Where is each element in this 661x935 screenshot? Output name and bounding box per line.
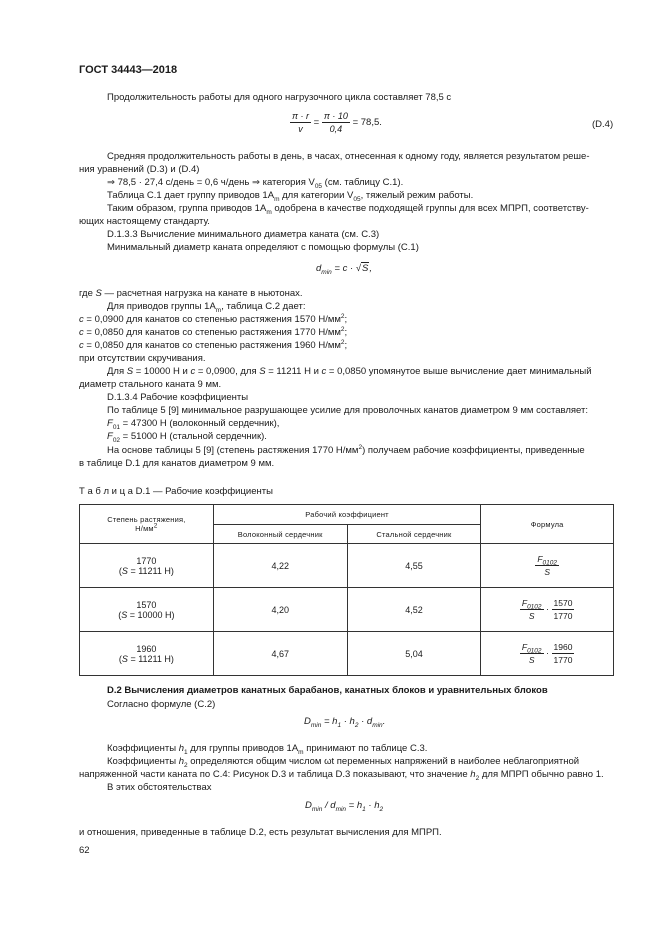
paragraph-working-coefficients: На основе таблицы 5 [9] (степень растяжения 1770 $Н/мм^2$) получаем рабочие коэффициенты, приведенные в таблице D.1 для канатов диаметром 9 мм. <box>79 443 585 469</box>
paragraph-no-twist: при отсутствии скручивания. <box>79 353 206 364</box>
table-row: 1960 (S = 11211 Н) 4,67 5,04 $\frac{F_{0102}}{S}$ · $\frac{1960}{1770}$ <box>80 632 614 676</box>
paragraph-breaking-force: По таблице 5 [9] минимальное разрушающее усилие для проволочных канатов диаметром 9 мм составляет: <box>107 405 588 416</box>
equation-c2: $D_{min} = h_1 \cdot h_2 \cdot d_{min}$. <box>304 716 386 729</box>
paragraph-h1: Коэффициенты $h_1$ для группы приводов $1А_m$ принимают по таблице С.3. <box>107 743 428 756</box>
c-value-line-1: c = 0,0900 для канатов со степенью растяжения 1570 $Н/мм^2$; <box>79 312 348 325</box>
table-header-row <box>80 505 614 525</box>
section-d1-3-3: D.1.3.3 Вычисление минимального диаметра каната (см. С.3) <box>107 229 380 240</box>
paragraph-category: ⇒ 78,5 · 27,4 с/день = 0,6 ч/день ⇒ категория $V_{05}$ (см. таблицу С.1). <box>107 177 404 190</box>
paragraph-cycle-duration: Продолжительность работы для одного нагрузочного цикла составляет 78,5 с <box>107 92 452 103</box>
working-coefficients-table <box>79 504 614 676</box>
section-d1-3-4: D.1.3.4 Рабочие коэффициенты <box>107 392 249 403</box>
section-d2-title: D.2 Вычисления диаметров канатных барабанов, канатных блоков и уравнительных блоков <box>107 685 548 696</box>
c-value-line-3: c = 0,0850 для канатов со степенью растяжения 1960 $Н/мм^2$; <box>79 338 348 351</box>
equation-c1: $d_{min} = c \cdot √S$, <box>316 263 373 276</box>
document-header: ГОСТ 34443—2018 <box>79 64 178 76</box>
table-row: 1770 (S = 11211 Н) 4,22 4,55 $\frac{F_{0102}}{S}$ <box>80 544 614 588</box>
formula-cell: $\frac{F_{0102}}{S}$ <box>481 544 614 588</box>
header-formula: Формула <box>481 505 614 544</box>
formula-cell: $\frac{F_{0102}}{S}$ · $\frac{1960}{1770}$ <box>481 632 614 676</box>
paragraph-circumstances: В этих обстоятельствах <box>107 782 212 793</box>
paragraph-h2: Коэффициенты $h_2$ определяются общим числом ωt переменных напряжений в наиболее неблагоприятной напряженной части каната по С.4: Рисунок D.3 и таблица D.3 показывают, что значение $h_2$ для МПРП обычно равно 1. <box>79 756 604 782</box>
c-value-line-2: c = 0,0850 для канатов со степенью растяжения 1770 $Н/мм^2$; <box>79 325 348 338</box>
table-caption: Т а б л и ц а D.1 — Рабочие коэффициенты <box>79 486 273 497</box>
equation-d4: $\frac{\pi \cdot r}{v}$ = $\frac{\pi \cdot 10}{0,4}$ = 78,5. <box>292 111 382 134</box>
paragraph-table-c1: Таблица С.1 дает группу приводов $1А_m$ для категории $V_{05}$, тяжелый режим работы. <box>107 190 474 203</box>
paragraph-formula-c2: Согласно формуле (С.2) <box>107 699 216 710</box>
paragraph-where-s: где S — расчетная нагрузка на канате в ньютонах. <box>79 288 303 299</box>
header-degree: Степень растяжения, $Н/мм^2$ <box>80 505 214 544</box>
header-steel: Стальной сердечник <box>347 525 481 544</box>
paragraph-conclusion: Таким образом, группа приводов $1А_m$ одобрена в качестве подходящей группы для всех МПРП, соответству- ющих настоящему стандарту. <box>79 203 589 227</box>
paragraph-avg-duration: Средняя продолжительность работы в день, в часах, отнесенная к одному году, является результатом реше- ния уравнений (D.3) и (D.4) <box>79 151 590 175</box>
equation-ratio: $D_{min} / d_{min} = h_1 \cdot h_2$ <box>305 800 384 813</box>
paragraph-drive-group: Для приводов группы $1А_m$, таблица С.2 дает: <box>107 301 306 314</box>
header-fiber: Волоконный сердечник <box>213 525 347 544</box>
formula-cell: $\frac{F_{0102}}{S}$ · $\frac{1570}{1770}$ <box>481 588 614 632</box>
header-working: Рабочий коэффициент <box>213 505 481 525</box>
paragraph-f02: $F_{02} = 51000$ Н (стальной сердечник). <box>107 431 267 444</box>
page-number: 62 <box>79 845 90 856</box>
paragraph-calculation-result: Для S = 10000 Н и c = 0,0900, для S = 11211 Н и c = 0,0850 упомянутое выше вычисление дает минимальный диаметр стального каната 9 мм. <box>79 366 592 390</box>
paragraph-min-diameter: Минимальный диаметр каната определяют с помощью формулы (С.1) <box>107 242 419 253</box>
paragraph-final: и отношения, приведенные в таблице D.2, есть результат вычисления для МПРП. <box>79 827 442 838</box>
table-row: 1570 (S = 10000 Н) 4,20 4,52 $\frac{F_{0102}}{S}$ · $\frac{1570}{1770}$ <box>80 588 614 632</box>
equation-label-d4: (D.4) <box>592 119 614 130</box>
paragraph-f01: $F_{01} = 47300$ Н (волоконный сердечник), <box>107 418 280 431</box>
